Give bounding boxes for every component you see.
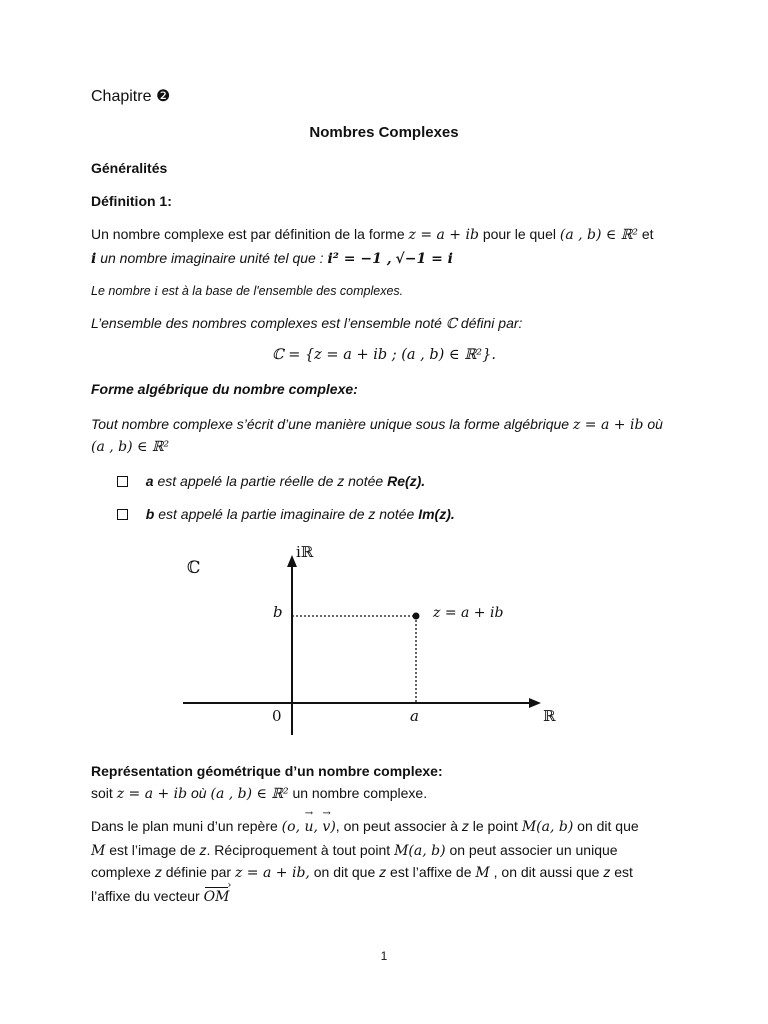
paragraph-line-3 (91, 864, 633, 881)
imag-axis-label: iℝ (296, 543, 314, 561)
p-text: définie par (165, 864, 232, 880)
bullet-text: est appelé la partie réelle de z notée (157, 473, 384, 489)
forme-alg-set: (a , b) ∈ ℝ² (91, 439, 170, 455)
page-title: Nombres Complexes (309, 124, 459, 141)
repere-open: (o, (281, 819, 305, 835)
origin-label: 0 (272, 707, 282, 725)
def1-i: i (91, 251, 97, 267)
p-text: . Réciproquement à tout point (206, 842, 391, 858)
note-i: i (154, 283, 159, 298)
def1-formula2: √−1 = i (395, 251, 453, 267)
repere-formula (282, 819, 336, 835)
bullet-notation: Re(z). (387, 473, 426, 489)
ensemble-text-end: défini par: (460, 315, 523, 331)
p-M: M (91, 843, 106, 859)
point-label: z = a + ib (433, 605, 504, 621)
paragraph-line-4 (91, 888, 229, 905)
repere-comma: , (313, 819, 323, 835)
forme-algebrique-heading: Forme algébrique du nombre complexe: (91, 381, 358, 397)
p-text: Dans le plan muni d’un repère (91, 818, 278, 834)
ensemble-symbol: ℂ (445, 316, 458, 332)
point-z (413, 613, 420, 620)
def1-formula: z = a + ib (408, 227, 479, 243)
forme-alg-line1 (91, 416, 663, 433)
p-M: M (475, 865, 490, 881)
a-label: a (410, 707, 419, 725)
forme-alg-text: Tout nombre complexe s’écrit d’une manière unique sous la forme algébrique (91, 416, 570, 432)
rep-soit: soit (91, 785, 113, 801)
p-text: le point (472, 818, 518, 834)
real-axis-arrow-icon (529, 698, 541, 708)
p-z: z (461, 818, 469, 834)
def1-set: (a , b) ∈ ℝ² (559, 227, 638, 243)
representation-heading: Représentation géométrique d’un nombre complexe: (91, 763, 443, 779)
vector-u: → u (304, 819, 313, 835)
page-number: 1 (380, 949, 388, 963)
bullet-notation: Im(z). (418, 506, 455, 522)
p-formula: z = a + ib, (234, 865, 310, 881)
section-generalites: Généralités (91, 160, 168, 176)
ensemble-line (91, 315, 522, 332)
p-z: z (199, 842, 207, 858)
def1-formula1: i² = −1 , (327, 251, 392, 267)
definition-1-line2 (91, 250, 453, 267)
def1-text: Un nombre complexe est par définition de la forme (91, 226, 405, 242)
chapter-heading (91, 86, 170, 106)
ensemble-text: L’ensemble des nombres complexes est l’ensemble noté (91, 315, 442, 331)
bullet-var: b (145, 506, 155, 522)
p-text: complexe (91, 864, 151, 880)
chapter-label: Chapitre (91, 88, 152, 105)
rep-formula: z = a + ib (116, 786, 188, 802)
bullet-var: a (145, 473, 154, 489)
p-point: M(a, b) (521, 819, 574, 835)
paragraph-line-2 (91, 842, 618, 859)
note-line (91, 283, 403, 298)
p-text: on dit que (313, 864, 376, 880)
representation-line (91, 785, 427, 802)
bullet-item-imag (117, 506, 455, 522)
chapter-number: ❷ (155, 88, 171, 105)
def1-mid: pour le quel (482, 226, 556, 242)
vector-v: → v (322, 819, 330, 835)
checkbox-square-icon (117, 476, 128, 487)
p-text: l’affixe du vecteur (91, 888, 200, 904)
p-text: est l’affixe de (390, 864, 472, 880)
def1-line2-text: un nombre imaginaire unité tel que : (100, 250, 324, 266)
repere-close: ) (330, 819, 336, 835)
b-label: b (273, 603, 283, 621)
vector-OM: OM › (204, 889, 230, 905)
rep-ou: où (191, 785, 207, 801)
bullet-item-real (117, 473, 425, 489)
rep-end: un nombre complexe. (292, 785, 428, 801)
p-z: z (603, 864, 611, 880)
p-z: z (379, 864, 387, 880)
p-text: on dit que (577, 818, 639, 834)
definition-1-line1 (91, 226, 654, 243)
p-z: z (154, 864, 162, 880)
note-text-after: est à la base de l'ensemble des complexes. (161, 284, 404, 298)
p-text: est l’image de (109, 842, 196, 858)
complex-plane-figure (175, 535, 595, 740)
real-axis-label: ℝ (543, 707, 556, 725)
p-point: M(a, b) (394, 843, 446, 859)
p-text: , on peut associer à (335, 818, 458, 834)
definition-1-heading: Définition 1: (91, 193, 172, 209)
p-text: on peut associer un unique (449, 842, 618, 858)
p-text: est (614, 864, 633, 880)
note-text-before: Le nombre (91, 284, 151, 298)
checkbox-square-icon (117, 509, 128, 520)
paragraph-line-1 (91, 818, 639, 835)
set-label-C: ℂ (187, 558, 201, 578)
forme-alg-formula: z = a + ib (572, 417, 644, 433)
def1-end: et (641, 226, 654, 242)
rep-set: (a , b) ∈ ℝ² (210, 786, 289, 802)
p-text: , on dit aussi que (493, 864, 600, 880)
bullet-text: est appelé la partie imaginaire de z notée (158, 506, 415, 522)
forme-alg-end: où (647, 416, 663, 432)
ensemble-formula: ℂ = {z = a + ib ; (a , b) ∈ ℝ²}. (272, 347, 496, 363)
